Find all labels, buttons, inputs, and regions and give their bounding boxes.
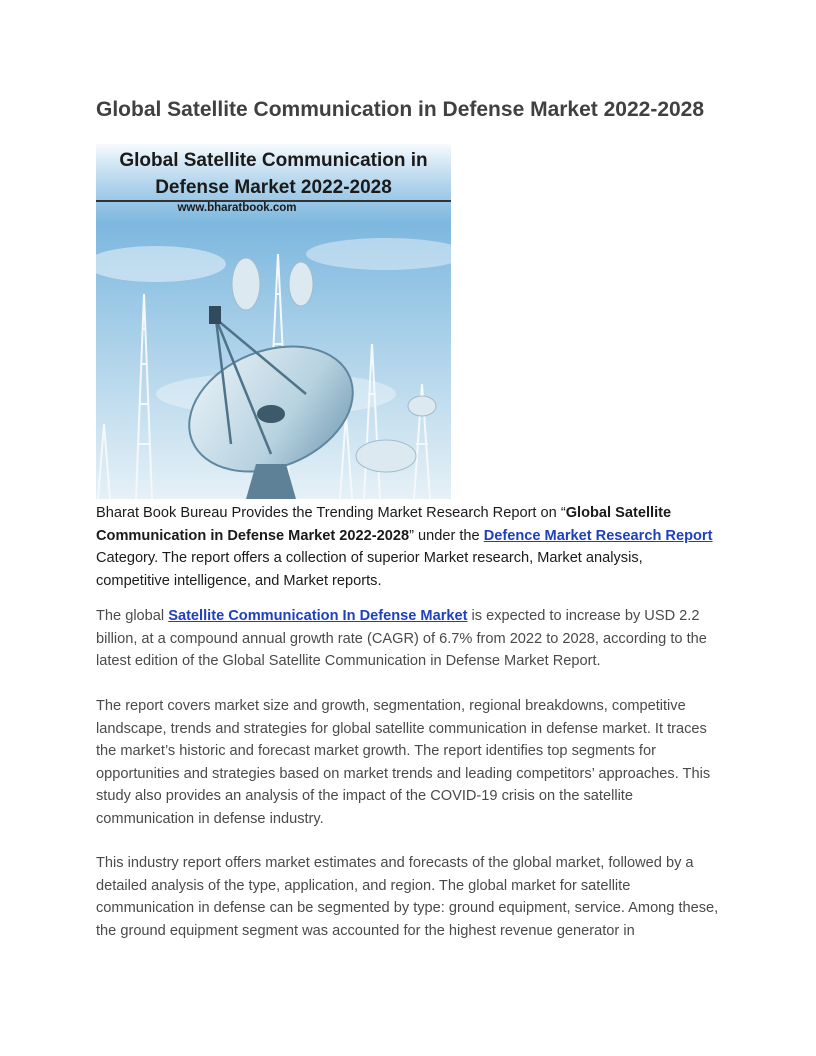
report-coverage-paragraph: The report covers market size and growth, segmentation, regional breakdowns, competitive landscape, trends and strategies for global satellite communication in defense market. It traces the market’s historic and forecast market growth. The report identifies top segments for opportunities and strategies based on market trends and leading competitors’ approaches. This study also provides an analysis of the impact of the COVID-19 crisis on the satellite communication in defense industry. (96, 698, 711, 827)
market-text-1: The global (96, 608, 169, 624)
banner-url: www.bharatbook.com (177, 202, 297, 214)
page-title: Global Satellite Communication in Defense Market 2022-2028 (96, 98, 705, 121)
intro-paragraph (96, 502, 720, 592)
intro-text-1: Bharat Book Bureau Provides the Trending Market Research Report on “ (96, 505, 566, 521)
defence-market-research-link[interactable]: Defence Market Research Report (483, 527, 713, 544)
intro-text-2: ” under the (409, 527, 484, 544)
intro-text-3: Category. The report offers a collection of superior Market research, Market analysis, competitive intelligence, and Market reports. (96, 550, 643, 589)
market-text-2: is expected to increase by USD 2.2 billion, at a compound annual growth rate (CAGR) of 6.7% from 2022 to 2028, according to the latest edition of the Global Satellite Communication in Defense Market Report. (96, 608, 707, 669)
market-size-paragraph (96, 605, 720, 673)
report-name-bold: Global Satellite Communication in Defense Market 2022-2028 (96, 505, 672, 544)
report-banner-image (96, 144, 451, 499)
satellite-communication-market-link[interactable]: Satellite Communication In Defense Market (168, 608, 468, 624)
banner-title-line-1: Global Satellite Communication in (119, 150, 428, 171)
segmentation-paragraph: This industry report offers market estimates and forecasts of the global market, followed by a detailed analysis of the type, application, and region. The global market for satellite communication in defense can be segmented by type: ground equipment, service. Among these, the ground equipment segment was accounted for the highest revenue generator in (96, 855, 719, 939)
banner-title-line-2: Defense Market 2022-2028 (155, 177, 392, 198)
